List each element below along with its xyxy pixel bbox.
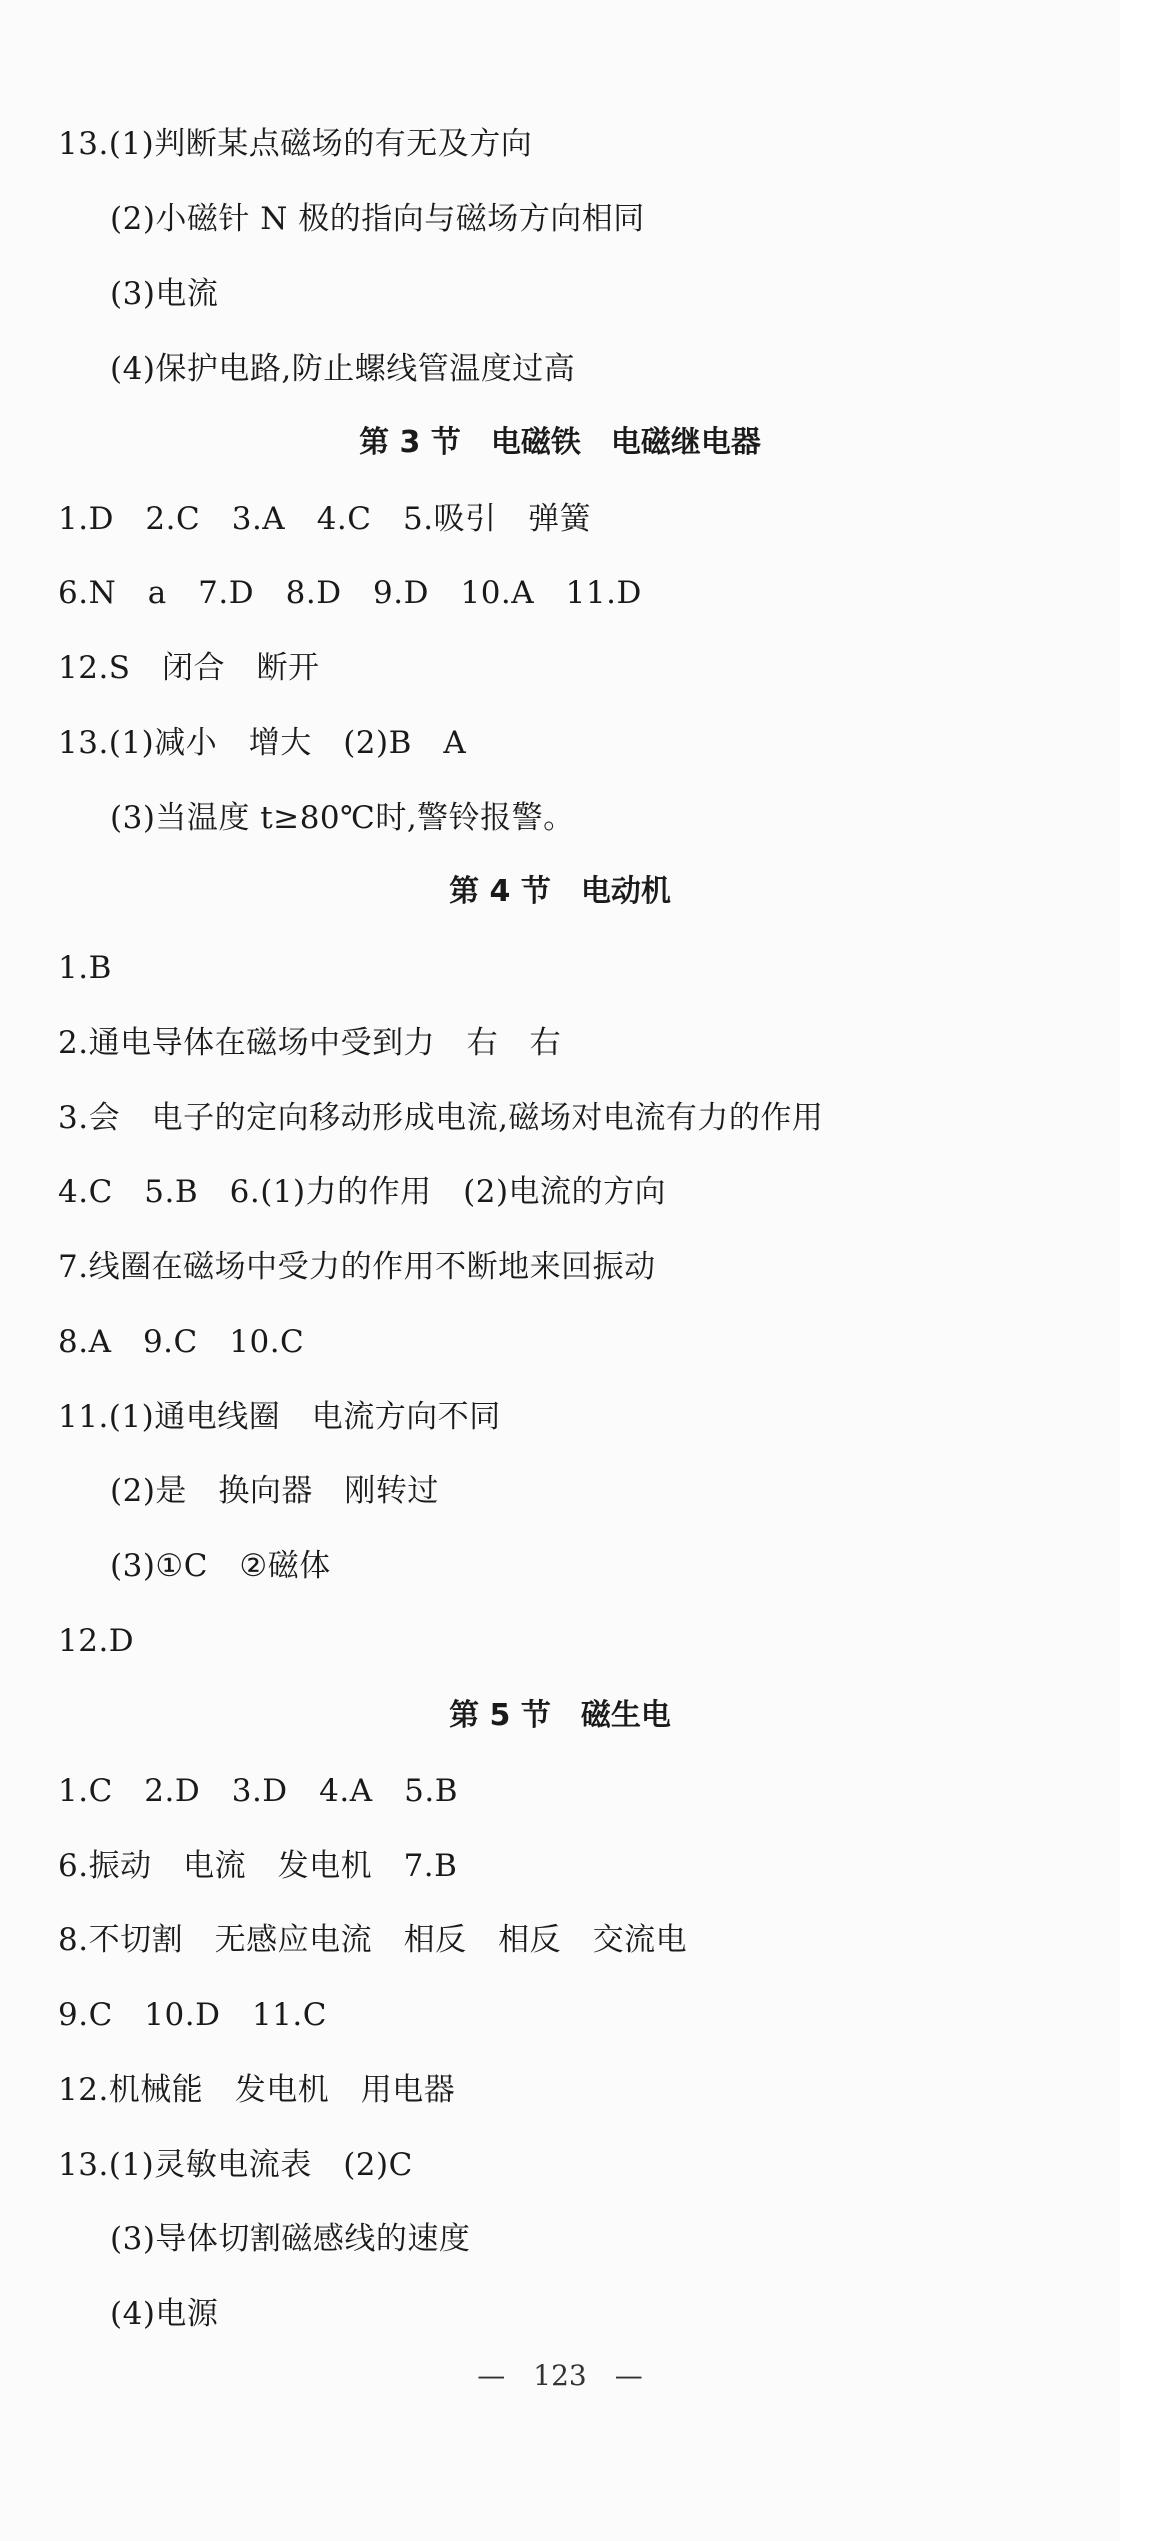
answer-line: 8.不切割 无感应电流 相反 相反 交流电 bbox=[58, 1922, 688, 1958]
answer-line: (3)导体切割磁感线的速度 bbox=[110, 2221, 471, 2257]
section-3-title: 第 3 节 电磁铁 电磁继电器 bbox=[359, 425, 761, 460]
answer-line-13-3: (3)电流 bbox=[110, 276, 219, 312]
answer-line: 3.会 电子的定向移动形成电流,磁场对电流有力的作用 bbox=[58, 1100, 824, 1136]
answer-line: 12.S 闭合 断开 bbox=[58, 650, 320, 686]
answer-line: (4)电源 bbox=[110, 2296, 219, 2332]
answer-line-13-2: (2)小磁针 N 极的指向与磁场方向相同 bbox=[110, 201, 645, 237]
page-number: — 123 — bbox=[477, 2359, 643, 2392]
answer-line-13-4: (4)保护电路,防止螺线管温度过高 bbox=[110, 351, 576, 387]
answer-line: 8.A 9.C 10.C bbox=[58, 1324, 305, 1360]
answer-line: 12.D bbox=[58, 1623, 135, 1659]
answer-line: 6.N a 7.D 8.D 9.D 10.A 11.D bbox=[58, 575, 642, 611]
answer-line: 4.C 5.B 6.(1)力的作用 (2)电流的方向 bbox=[58, 1174, 667, 1210]
section-4-title: 第 4 节 电动机 bbox=[449, 874, 671, 909]
answer-line: 12.机械能 发电机 用电器 bbox=[58, 2072, 456, 2108]
answer-line: 11.(1)通电线圈 电流方向不同 bbox=[58, 1399, 501, 1435]
section-5-title: 第 5 节 磁生电 bbox=[449, 1698, 671, 1733]
answer-line-13-1: 13.(1)判断某点磁场的有无及方向 bbox=[58, 126, 533, 162]
answer-line: 2.通电导体在磁场中受到力 右 右 bbox=[58, 1025, 562, 1061]
answer-line: 7.线圈在磁场中受力的作用不断地来回振动 bbox=[58, 1249, 656, 1285]
answer-line: (2)是 换向器 刚转过 bbox=[110, 1473, 439, 1509]
answer-line: 6.振动 电流 发电机 7.B bbox=[58, 1848, 458, 1884]
answer-line: 9.C 10.D 11.C bbox=[58, 1997, 327, 2033]
answer-line: 13.(1)灵敏电流表 (2)C bbox=[58, 2147, 413, 2183]
answer-line: 1.C 2.D 3.D 4.A 5.B bbox=[58, 1773, 458, 1809]
answer-line: (3)①C ②磁体 bbox=[110, 1548, 331, 1584]
answer-line: 1.B bbox=[58, 950, 112, 986]
answer-line: (3)当温度 t≥80℃时,警铃报警。 bbox=[110, 800, 575, 836]
answer-line: 1.D 2.C 3.A 4.C 5.吸引 弹簧 bbox=[58, 501, 592, 537]
answer-line: 13.(1)减小 增大 (2)B A bbox=[58, 725, 467, 761]
